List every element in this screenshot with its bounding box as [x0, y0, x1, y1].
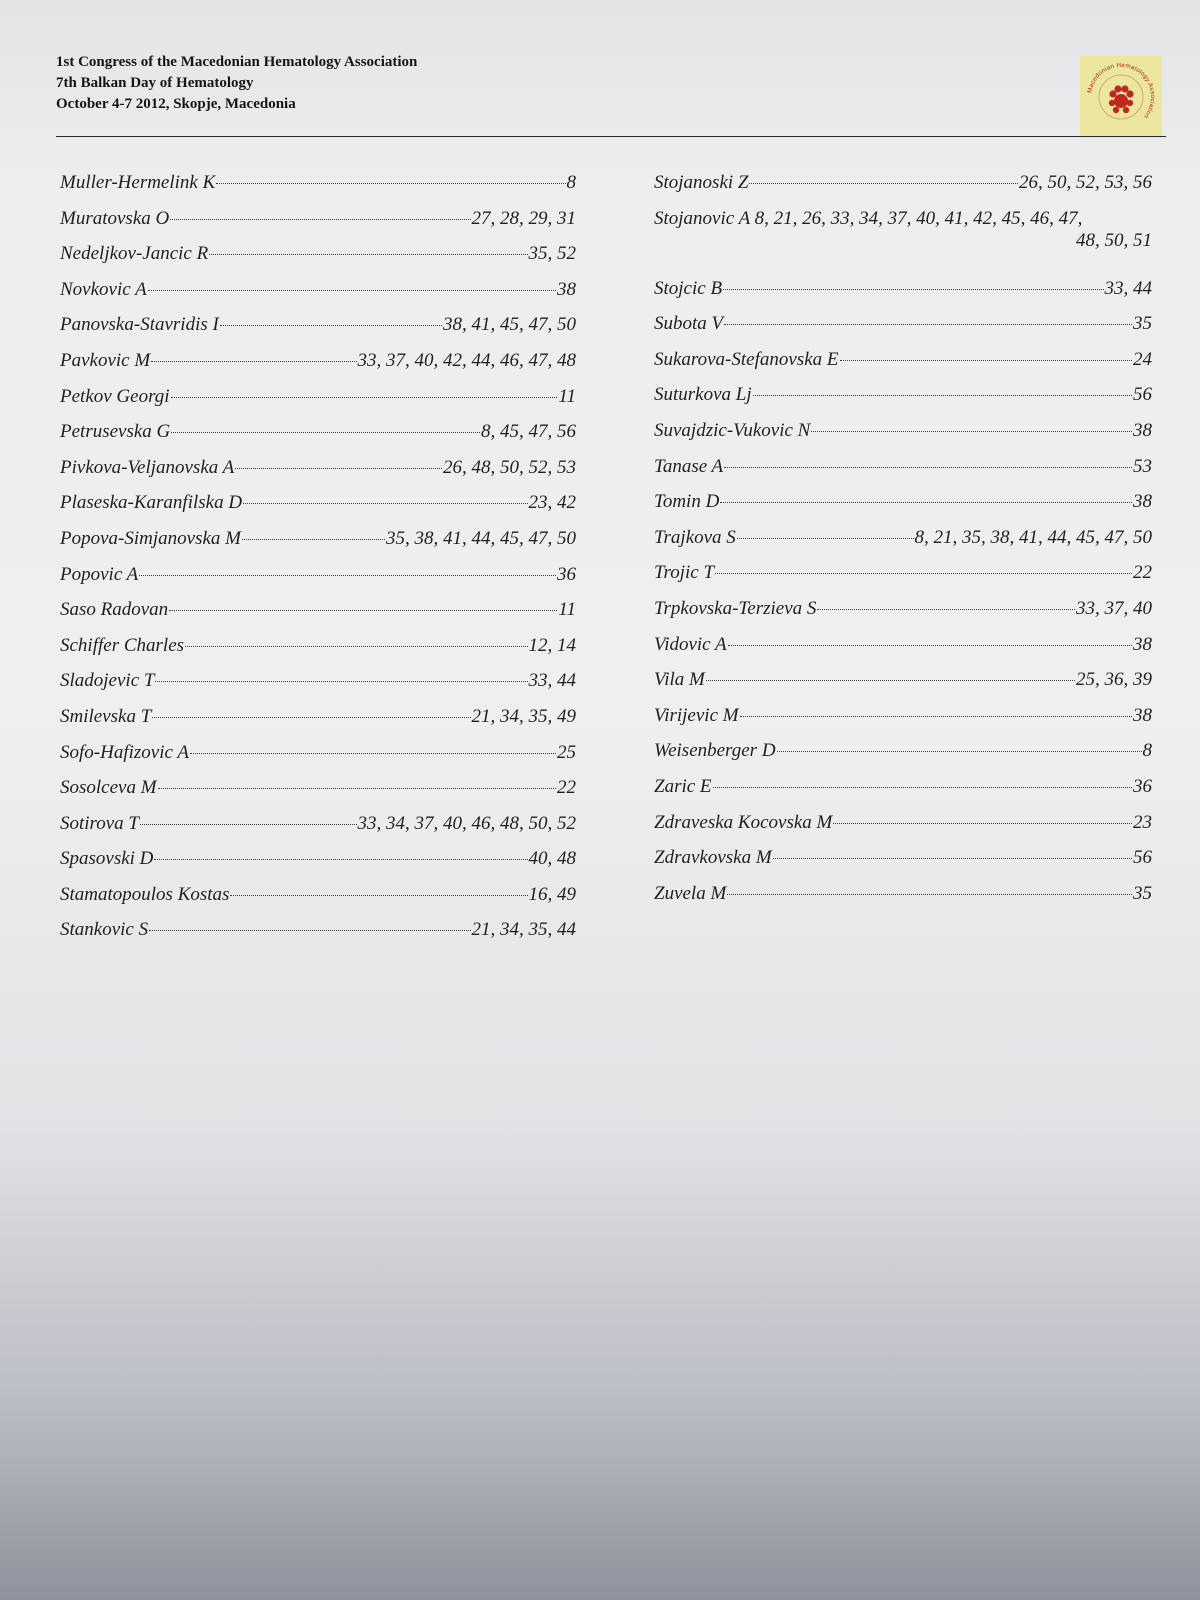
index-entry: [60, 208, 576, 244]
page-numbers-continued: 48, 50, 51: [1076, 229, 1152, 251]
index-entry: [60, 314, 576, 350]
index-entry: [654, 847, 1152, 883]
page-numbers: 33, 44: [528, 670, 576, 692]
index-entry: [654, 456, 1152, 492]
dot-leader: [706, 680, 1075, 681]
association-logo: [1080, 56, 1162, 138]
author-name: Zdraveska Kocovska M: [654, 811, 833, 833]
page-numbers: 8: [566, 172, 576, 193]
dot-leader: [728, 645, 1132, 646]
author-name: Pavkovic M: [60, 349, 151, 371]
page-header: [56, 52, 1166, 140]
author-name: Weisenberger D: [654, 740, 776, 762]
index-entry: [60, 564, 576, 600]
dot-leader: [817, 609, 1075, 610]
author-name: Popova-Simjanovska M: [60, 527, 241, 549]
dot-leader: [140, 824, 357, 825]
dot-leader: [749, 183, 1018, 184]
index-entry: [60, 421, 576, 457]
author-name: Virijevic M: [654, 704, 739, 726]
author-name: Vidovic A: [654, 633, 727, 655]
dot-leader: [149, 930, 470, 931]
page-numbers: 23: [1133, 811, 1152, 833]
author-name: Sotirova T: [60, 812, 139, 834]
page-numbers: 33, 34, 37, 40, 46, 48, 50, 52: [357, 812, 576, 834]
author-name: Trpkovska-Terzieva S: [654, 597, 817, 619]
dot-leader: [169, 610, 557, 611]
index-entry: [60, 706, 576, 742]
index-entry: [654, 349, 1152, 385]
index-entry: [60, 279, 576, 315]
page-numbers: 27, 28, 29, 31: [471, 207, 576, 229]
dot-leader: [216, 183, 565, 184]
page-numbers: 12, 14: [528, 634, 576, 656]
dot-leader: [152, 717, 470, 718]
dot-leader: [230, 895, 527, 896]
index-entry: [654, 527, 1152, 563]
page-numbers: 21, 34, 35, 44: [471, 919, 576, 941]
page-numbers: 35, 52: [528, 243, 576, 265]
page-numbers: 24: [1133, 348, 1152, 370]
index-entry: [654, 313, 1152, 349]
page-numbers: 25: [557, 741, 576, 763]
header-congress-title: 1st Congress of the Macedonian Hematology Association: [56, 54, 418, 70]
author-name: Sosolceva M: [60, 777, 157, 799]
author-name: Stamatopoulos Kostas: [60, 883, 230, 905]
author-name: Sladojevic T: [60, 670, 155, 692]
dot-leader: [242, 539, 385, 540]
author-name: Tomin D: [654, 491, 720, 513]
author-name: Stojcic B: [654, 277, 723, 299]
index-entry: [60, 386, 576, 422]
dot-leader: [833, 823, 1132, 824]
author-name: Muratovska O: [60, 207, 170, 229]
index-entry: [60, 813, 576, 849]
page-numbers: 38: [1133, 704, 1152, 726]
index-entry: [654, 278, 1152, 314]
index-entry: [60, 457, 576, 493]
page-numbers: 16, 49: [528, 883, 576, 905]
page-numbers: 8: [1142, 740, 1152, 762]
page-numbers: 26, 48, 50, 52, 53: [443, 456, 576, 478]
dot-leader: [753, 395, 1132, 396]
dot-leader: [158, 788, 556, 789]
page-numbers: 25, 36, 39: [1076, 669, 1152, 691]
index-entry: [60, 670, 576, 706]
author-name: Pivkova-Veljanovska A: [60, 456, 235, 478]
dot-leader: [171, 397, 558, 398]
page-numbers: 38: [1133, 491, 1152, 513]
author-name: Tanase A: [654, 455, 724, 477]
index-entry: [654, 705, 1152, 741]
dot-leader: [773, 858, 1132, 859]
page-numbers: 33, 44: [1104, 277, 1152, 299]
author-name: Sukarova-Stefanovska E: [654, 348, 839, 370]
author-name: Muller-Hermelink K: [60, 172, 216, 193]
page-numbers: 38: [1133, 633, 1152, 655]
index-entry: [654, 634, 1152, 670]
dot-leader: [777, 751, 1142, 752]
index-entry: [654, 172, 1152, 208]
dot-leader: [724, 467, 1132, 468]
page-numbers: 33, 37, 40: [1076, 597, 1152, 619]
page-numbers: 35: [1133, 882, 1152, 904]
author-name: Trojic T: [654, 562, 715, 584]
dot-leader: [155, 681, 527, 682]
author-name: Schiffer Charles: [60, 634, 185, 656]
author-name: Suturkova Lj: [654, 384, 752, 406]
page-numbers: 21, 34, 35, 49: [471, 705, 576, 727]
dot-leader: [740, 716, 1132, 717]
dot-leader: [209, 254, 527, 255]
dot-leader: [713, 787, 1132, 788]
author-name: Subota V: [654, 313, 724, 335]
page-numbers: 40, 48: [528, 848, 576, 870]
author-name: Panovska-Stavridis I: [60, 314, 219, 336]
index-entry: [60, 528, 576, 564]
svg-text:Macedonian Hematology Associat: [1086, 62, 1156, 120]
dot-leader: [220, 325, 442, 326]
header-date-location: October 4-7 2012, Skopje, Macedonia: [56, 96, 296, 112]
author-name: Plaseska-Karanfilska D: [60, 492, 243, 514]
index-entry-wrapped: [654, 208, 1152, 278]
index-column-left: [60, 172, 576, 955]
dot-leader: [185, 646, 527, 647]
dot-leader: [139, 575, 556, 576]
index-entry: [60, 492, 576, 528]
index-entry: [60, 742, 576, 778]
dot-leader: [171, 432, 480, 433]
author-name: Petkov Georgi: [60, 385, 170, 407]
index-entry: [654, 491, 1152, 527]
page-numbers: 36: [1133, 775, 1152, 797]
dot-leader: [170, 219, 470, 220]
dot-leader: [235, 468, 442, 469]
index-entry: [60, 848, 576, 884]
index-entry: [60, 919, 576, 955]
author-name: Smilevska T: [60, 705, 152, 727]
dot-leader: [727, 894, 1132, 895]
index-column-right: [654, 172, 1152, 918]
author-name: Sofo-Hafizovic A: [60, 741, 189, 763]
author-name: Zaric E: [654, 775, 712, 797]
author-name: Zuvela M: [654, 882, 727, 904]
dot-leader: [151, 361, 356, 362]
page-numbers: 56: [1133, 847, 1152, 869]
page-numbers: 22: [557, 777, 576, 799]
index-entry: [60, 884, 576, 920]
index-entry: [60, 243, 576, 279]
logo-icon: [1080, 56, 1162, 138]
page-numbers: 38: [1133, 419, 1152, 441]
dot-leader: [811, 431, 1132, 432]
index-entry: [654, 384, 1152, 420]
page-numbers: 23, 42: [528, 492, 576, 514]
page-numbers: 38, 41, 45, 47, 50: [443, 314, 576, 336]
dot-leader: [737, 538, 914, 539]
index-column-right-list: [654, 278, 1152, 919]
logo-ring-text: Macedonian Hematology Association: [1086, 61, 1157, 120]
page-numbers: 22: [1133, 562, 1152, 584]
page-numbers: 8, 45, 47, 56: [481, 421, 576, 443]
dot-leader: [724, 324, 1132, 325]
index-entry: [654, 740, 1152, 776]
author-name: Novkovic A: [60, 278, 147, 300]
author-name: Spasovski D: [60, 848, 154, 870]
dot-leader: [840, 360, 1133, 361]
page-numbers: 36: [557, 563, 576, 585]
index-entry: [654, 883, 1152, 919]
author-name: Stojanovic A: [654, 207, 750, 229]
header-divider: [56, 136, 1166, 137]
index-entry: [654, 420, 1152, 456]
page-numbers: 56: [1133, 384, 1152, 406]
page-numbers: 8, 21, 35, 38, 41, 44, 45, 47, 50: [914, 526, 1152, 548]
index-entry: [654, 812, 1152, 848]
header-balkan-day: 7th Balkan Day of Hematology: [56, 75, 254, 91]
dot-leader: [243, 503, 527, 504]
index-entry: [60, 599, 576, 635]
dot-leader: [190, 753, 556, 754]
page-numbers: 26, 50, 52, 53, 56: [1019, 172, 1152, 193]
dot-leader: [715, 573, 1132, 574]
dot-leader: [154, 859, 527, 860]
dot-leader: [723, 289, 1103, 290]
index-entry: [60, 635, 576, 671]
author-name: Petrusevska G: [60, 421, 171, 443]
author-name: Popovic A: [60, 563, 139, 585]
page-numbers: 53: [1133, 455, 1152, 477]
index-entry: [60, 172, 576, 208]
author-name: Suvajdzic-Vukovic N: [654, 419, 811, 441]
author-name: Vila M: [654, 669, 705, 691]
index-entry: [654, 776, 1152, 812]
page-numbers: 11: [558, 599, 576, 621]
dot-leader: [720, 502, 1132, 503]
dot-leader: [148, 290, 556, 291]
page-numbers: 35, 38, 41, 44, 45, 47, 50: [386, 527, 576, 549]
index-entry: [654, 598, 1152, 634]
author-name: Nedeljkov-Jancic R: [60, 243, 209, 265]
author-name: Stankovic S: [60, 919, 149, 941]
author-name: Trajkova S: [654, 526, 736, 548]
page-numbers: 33, 37, 40, 42, 44, 46, 47, 48: [357, 349, 576, 371]
author-name: Saso Radovan: [60, 599, 169, 621]
author-name: Zdravkovska M: [654, 847, 772, 869]
index-entry: [60, 350, 576, 386]
index-entry: [654, 669, 1152, 705]
page-numbers: 8, 21, 26, 33, 34, 37, 40, 41, 42, 45, 46, 47,: [754, 207, 1083, 229]
page-numbers: 35: [1133, 313, 1152, 335]
index-entry: [60, 777, 576, 813]
author-name: Stojanoski Z: [654, 172, 749, 193]
page-numbers: 11: [558, 385, 576, 407]
header-text: [56, 52, 417, 115]
index-entry: [654, 562, 1152, 598]
page-numbers: 38: [557, 278, 576, 300]
